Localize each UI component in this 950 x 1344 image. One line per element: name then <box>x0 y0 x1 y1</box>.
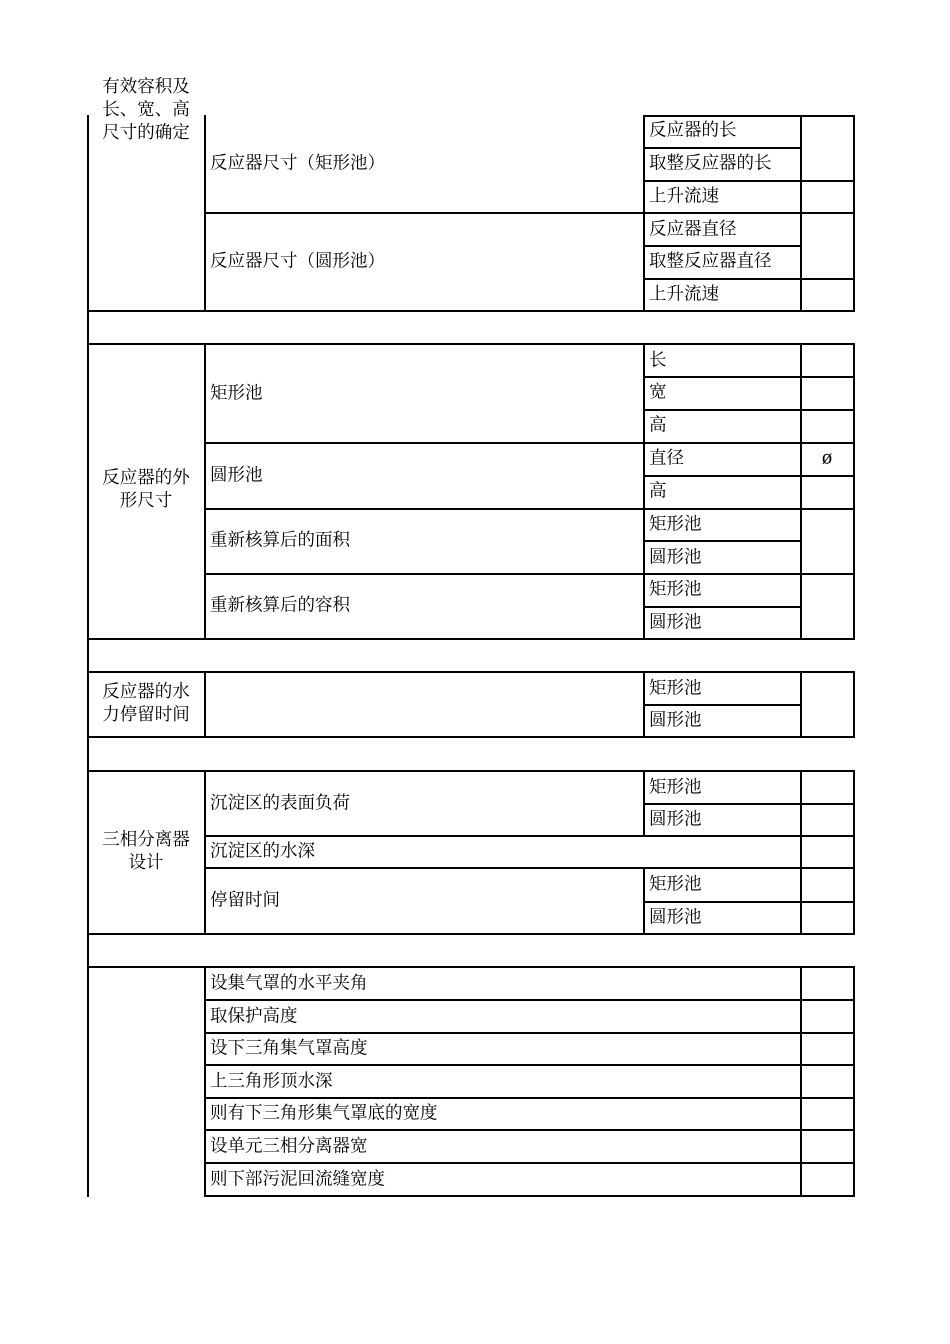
grid-line <box>853 343 855 640</box>
separator-row-label: 设集气罩的水平夹角 <box>210 973 368 993</box>
item-label: 长 <box>649 350 667 370</box>
grid-line <box>204 671 206 738</box>
grid-line <box>87 638 854 640</box>
item-label: 圆形池 <box>649 547 702 567</box>
item-cell <box>644 377 800 409</box>
circ-reactor-size-label: 反应器尺寸（圆形池） <box>210 251 385 272</box>
section4-label-line: 设计 <box>128 853 164 873</box>
item-cell <box>644 902 800 933</box>
item-label: 圆形池 <box>649 907 702 927</box>
grid-line <box>87 115 89 312</box>
item-label: 圆形池 <box>649 710 702 731</box>
grid-line <box>87 933 854 935</box>
circ-reactor-size-cell <box>205 214 643 310</box>
item-label: 取整反应器直径 <box>649 251 772 272</box>
item-label: 圆形池 <box>649 809 702 829</box>
item-cell <box>644 410 800 442</box>
item-label: 反应器的长 <box>649 120 737 141</box>
retention-time-cell <box>205 869 643 933</box>
surface-load-label: 沉淀区的表面负荷 <box>210 793 350 813</box>
item-label: 矩形池 <box>649 514 702 534</box>
section4-label-line: 三相分离器 <box>102 830 190 850</box>
section1-label <box>88 76 204 145</box>
grid-line <box>87 966 89 1197</box>
separator-row-label: 则下部污泥回流缝宽度 <box>210 1169 385 1189</box>
separator-row-label: 设单元三相分离器宽 <box>210 1136 368 1156</box>
item-label: 取整反应器的长 <box>649 153 772 174</box>
section1-label-line: 长、宽、高 <box>102 100 190 120</box>
section3-label <box>88 681 204 727</box>
circ-tank-cell <box>205 443 643 508</box>
separator-row-label: 设下三角集气罩高度 <box>210 1038 368 1058</box>
section3-label-line: 反应器的水 <box>102 682 190 702</box>
item-cell <box>644 148 800 180</box>
item-label: 高 <box>649 481 667 502</box>
diameter-symbol-cell <box>801 443 853 475</box>
item-cell <box>644 246 800 278</box>
grid-line <box>204 1195 854 1197</box>
separator-row <box>205 1066 800 1097</box>
rect-tank-label: 矩形池 <box>210 383 263 403</box>
item-cell <box>644 115 800 147</box>
item-label: 圆形池 <box>649 612 702 632</box>
item-cell <box>644 607 800 638</box>
item-cell <box>644 804 800 835</box>
separator-row <box>205 1131 800 1162</box>
retention-time-label: 停留时间 <box>210 890 280 911</box>
grid-line <box>87 736 854 738</box>
grid-line <box>87 312 89 345</box>
item-cell <box>644 214 800 245</box>
rect-reactor-size-label: 反应器尺寸（矩形池） <box>210 153 385 173</box>
section3-label-line: 力停留时间 <box>102 705 190 725</box>
section4-label <box>88 829 204 875</box>
grid-line <box>87 935 89 968</box>
item-cell <box>644 476 800 508</box>
rect-reactor-size-cell <box>205 115 643 212</box>
item-label: 矩形池 <box>649 579 702 600</box>
grid-line <box>87 640 89 673</box>
item-cell <box>644 673 800 704</box>
section1-label-line: 有效容积及 <box>102 77 190 97</box>
item-cell <box>644 869 800 901</box>
item-label: 上升流速 <box>649 186 719 206</box>
item-label: 直径 <box>649 448 684 469</box>
separator-row <box>205 1033 800 1064</box>
item-label: 上升流速 <box>649 284 719 304</box>
grid-line <box>800 343 802 640</box>
grid-line <box>800 770 802 935</box>
surface-load-cell <box>205 772 643 835</box>
recalc-area-label: 重新核算后的面积 <box>210 530 350 551</box>
item-label: 高 <box>649 415 667 436</box>
recalc-volume-label: 重新核算后的容积 <box>210 595 350 616</box>
item-label: 矩形池 <box>649 874 702 895</box>
section2-label-line: 反应器的外 <box>102 468 190 488</box>
grid-line <box>853 770 855 935</box>
water-depth-cell <box>205 837 800 867</box>
grid-line <box>87 738 89 771</box>
water-depth-label: 沉淀区的水深 <box>210 841 315 862</box>
section1-label-line: 尺寸的确定 <box>102 123 190 143</box>
item-cell <box>644 509 800 540</box>
separator-row <box>205 1164 800 1195</box>
grid-line <box>853 671 855 738</box>
rect-tank-cell <box>205 345 643 442</box>
separator-row-label: 上三角形顶水深 <box>210 1071 333 1091</box>
separator-row <box>205 1001 800 1032</box>
item-label: 矩形池 <box>649 678 702 698</box>
section2-label-line: 形尺寸 <box>119 491 173 511</box>
recalc-volume-cell <box>205 574 643 638</box>
circ-tank-label: 圆形池 <box>210 465 263 485</box>
item-label: 反应器直径 <box>649 219 737 239</box>
recalc-area-cell <box>205 509 643 573</box>
item-cell <box>644 574 800 606</box>
item-cell <box>644 181 800 212</box>
item-cell <box>644 542 800 573</box>
separator-row-label: 则有下三角形集气罩底的宽度 <box>210 1103 438 1123</box>
diameter-symbol: ø <box>821 448 833 469</box>
item-cell <box>644 772 800 803</box>
section2-label <box>88 467 204 513</box>
item-label: 宽 <box>649 382 667 403</box>
separator-row-label: 取保护高度 <box>210 1006 298 1026</box>
item-label: 矩形池 <box>649 777 702 797</box>
item-cell <box>644 279 800 310</box>
separator-row <box>205 1098 800 1129</box>
item-cell <box>644 443 800 475</box>
separator-row <box>205 968 800 999</box>
grid-line <box>87 310 854 312</box>
item-cell <box>644 706 800 736</box>
item-cell <box>644 345 800 376</box>
